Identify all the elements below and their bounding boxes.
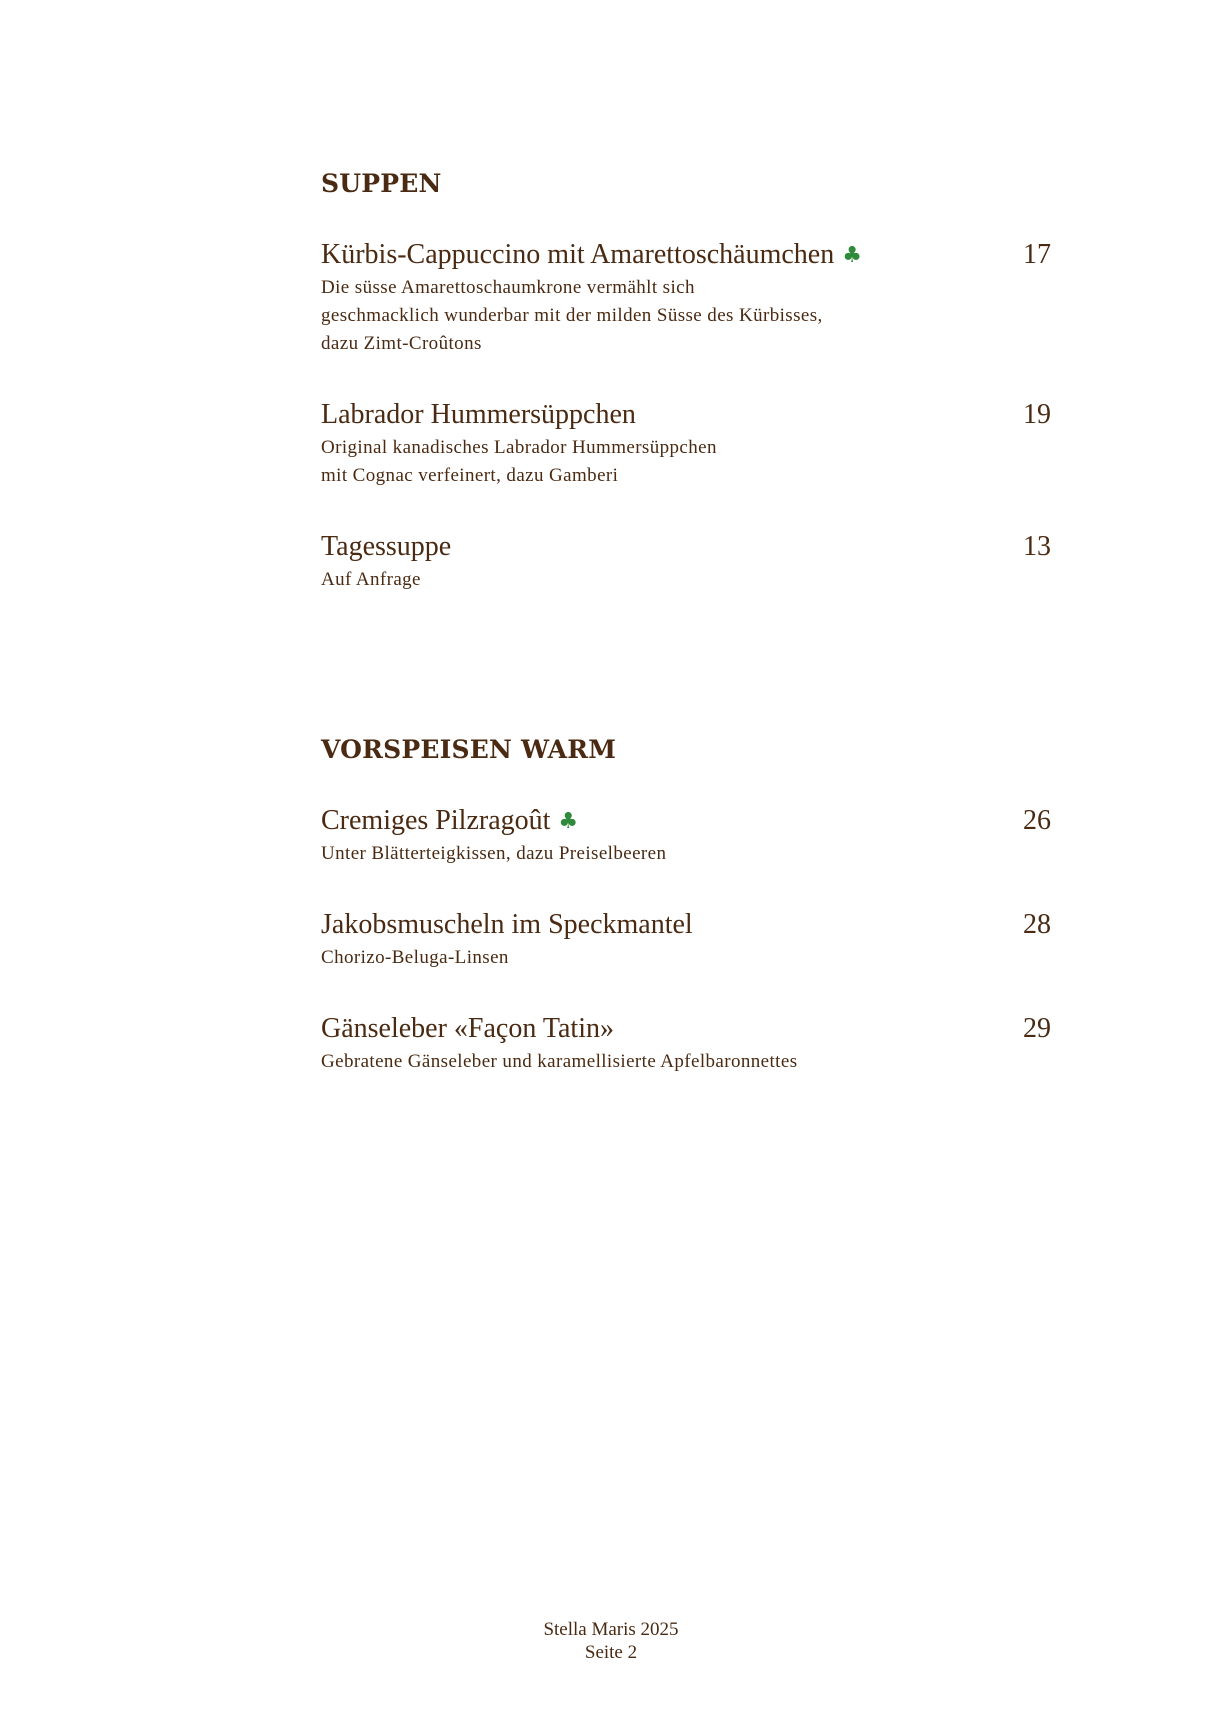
menu-item-description (321, 944, 1051, 972)
footer-page-number: Seite 2 (584, 1642, 638, 1663)
menu-item-name: Kürbis-Cappuccino mit Amarettoschäumchen (321, 239, 835, 270)
menu-item-price: 19 (1023, 399, 1051, 430)
description-line: geschmacklich wunderbar mit der milden Süsse des Kürbisses, (321, 305, 823, 326)
menu-item-head (321, 398, 1051, 432)
footer-restaurant-year: Stella Maris 2025 (543, 1619, 679, 1640)
menu-item-name: Tagessuppe (321, 531, 452, 562)
menu-item-description (321, 274, 1051, 358)
menu-item-head (321, 238, 1051, 272)
section-vorspeisen-warm (321, 734, 1051, 1116)
menu-item-name: Jakobsmuscheln im Speckmantel (321, 909, 693, 940)
menu-item-price: 28 (1023, 909, 1051, 940)
menu-item-name: Gänseleber «Façon Tatin» (321, 1013, 614, 1044)
menu-item-description (321, 434, 1051, 490)
menu-item (321, 530, 1051, 594)
menu-item-price: 29 (1023, 1013, 1051, 1044)
description-line: Original kanadisches Labrador Hummersüppchen (321, 437, 717, 458)
page-footer (0, 1618, 1222, 1664)
description-line: dazu Zimt-Croûtons (321, 333, 482, 354)
menu-item-name: Cremiges Pilzragoût (321, 805, 551, 836)
menu-items (321, 238, 1051, 594)
menu-item-head (321, 908, 1051, 942)
menu-item-price: 26 (1023, 805, 1051, 836)
menu-item (321, 804, 1051, 868)
description-line: Unter Blätterteigkissen, dazu Preiselbeeren (321, 843, 667, 864)
section-title: VORSPEISEN WARM (321, 735, 617, 764)
description-line: Die süsse Amarettoschaumkrone vermählt sich (321, 277, 695, 298)
menu-item-description (321, 566, 1051, 594)
menu-item-head (321, 530, 1051, 564)
section-suppen (321, 168, 1051, 634)
menu-item-price: 13 (1023, 531, 1051, 562)
club-icon: ♣ (842, 243, 862, 268)
menu-item-name: Labrador Hummersüppchen (321, 399, 636, 430)
section-title: SUPPEN (321, 169, 442, 198)
description-line: mit Cognac verfeinert, dazu Gamberi (321, 465, 619, 486)
club-icon: ♣ (558, 809, 579, 834)
description-line: Chorizo-Beluga-Linsen (321, 947, 509, 968)
menu-item (321, 1012, 1051, 1076)
description-line: Auf Anfrage (321, 569, 421, 590)
menu-item (321, 908, 1051, 972)
menu-items (321, 804, 1051, 1076)
menu-item-description (321, 840, 1051, 868)
menu-item-price: 17 (1023, 239, 1051, 270)
menu-item-description (321, 1048, 1051, 1076)
description-line: Gebratene Gänseleber und karamellisierte Apfelbaronnettes (321, 1051, 798, 1072)
menu-item-head (321, 1012, 1051, 1046)
menu-item-head (321, 804, 1051, 838)
menu-item (321, 238, 1051, 358)
menu-item (321, 398, 1051, 490)
